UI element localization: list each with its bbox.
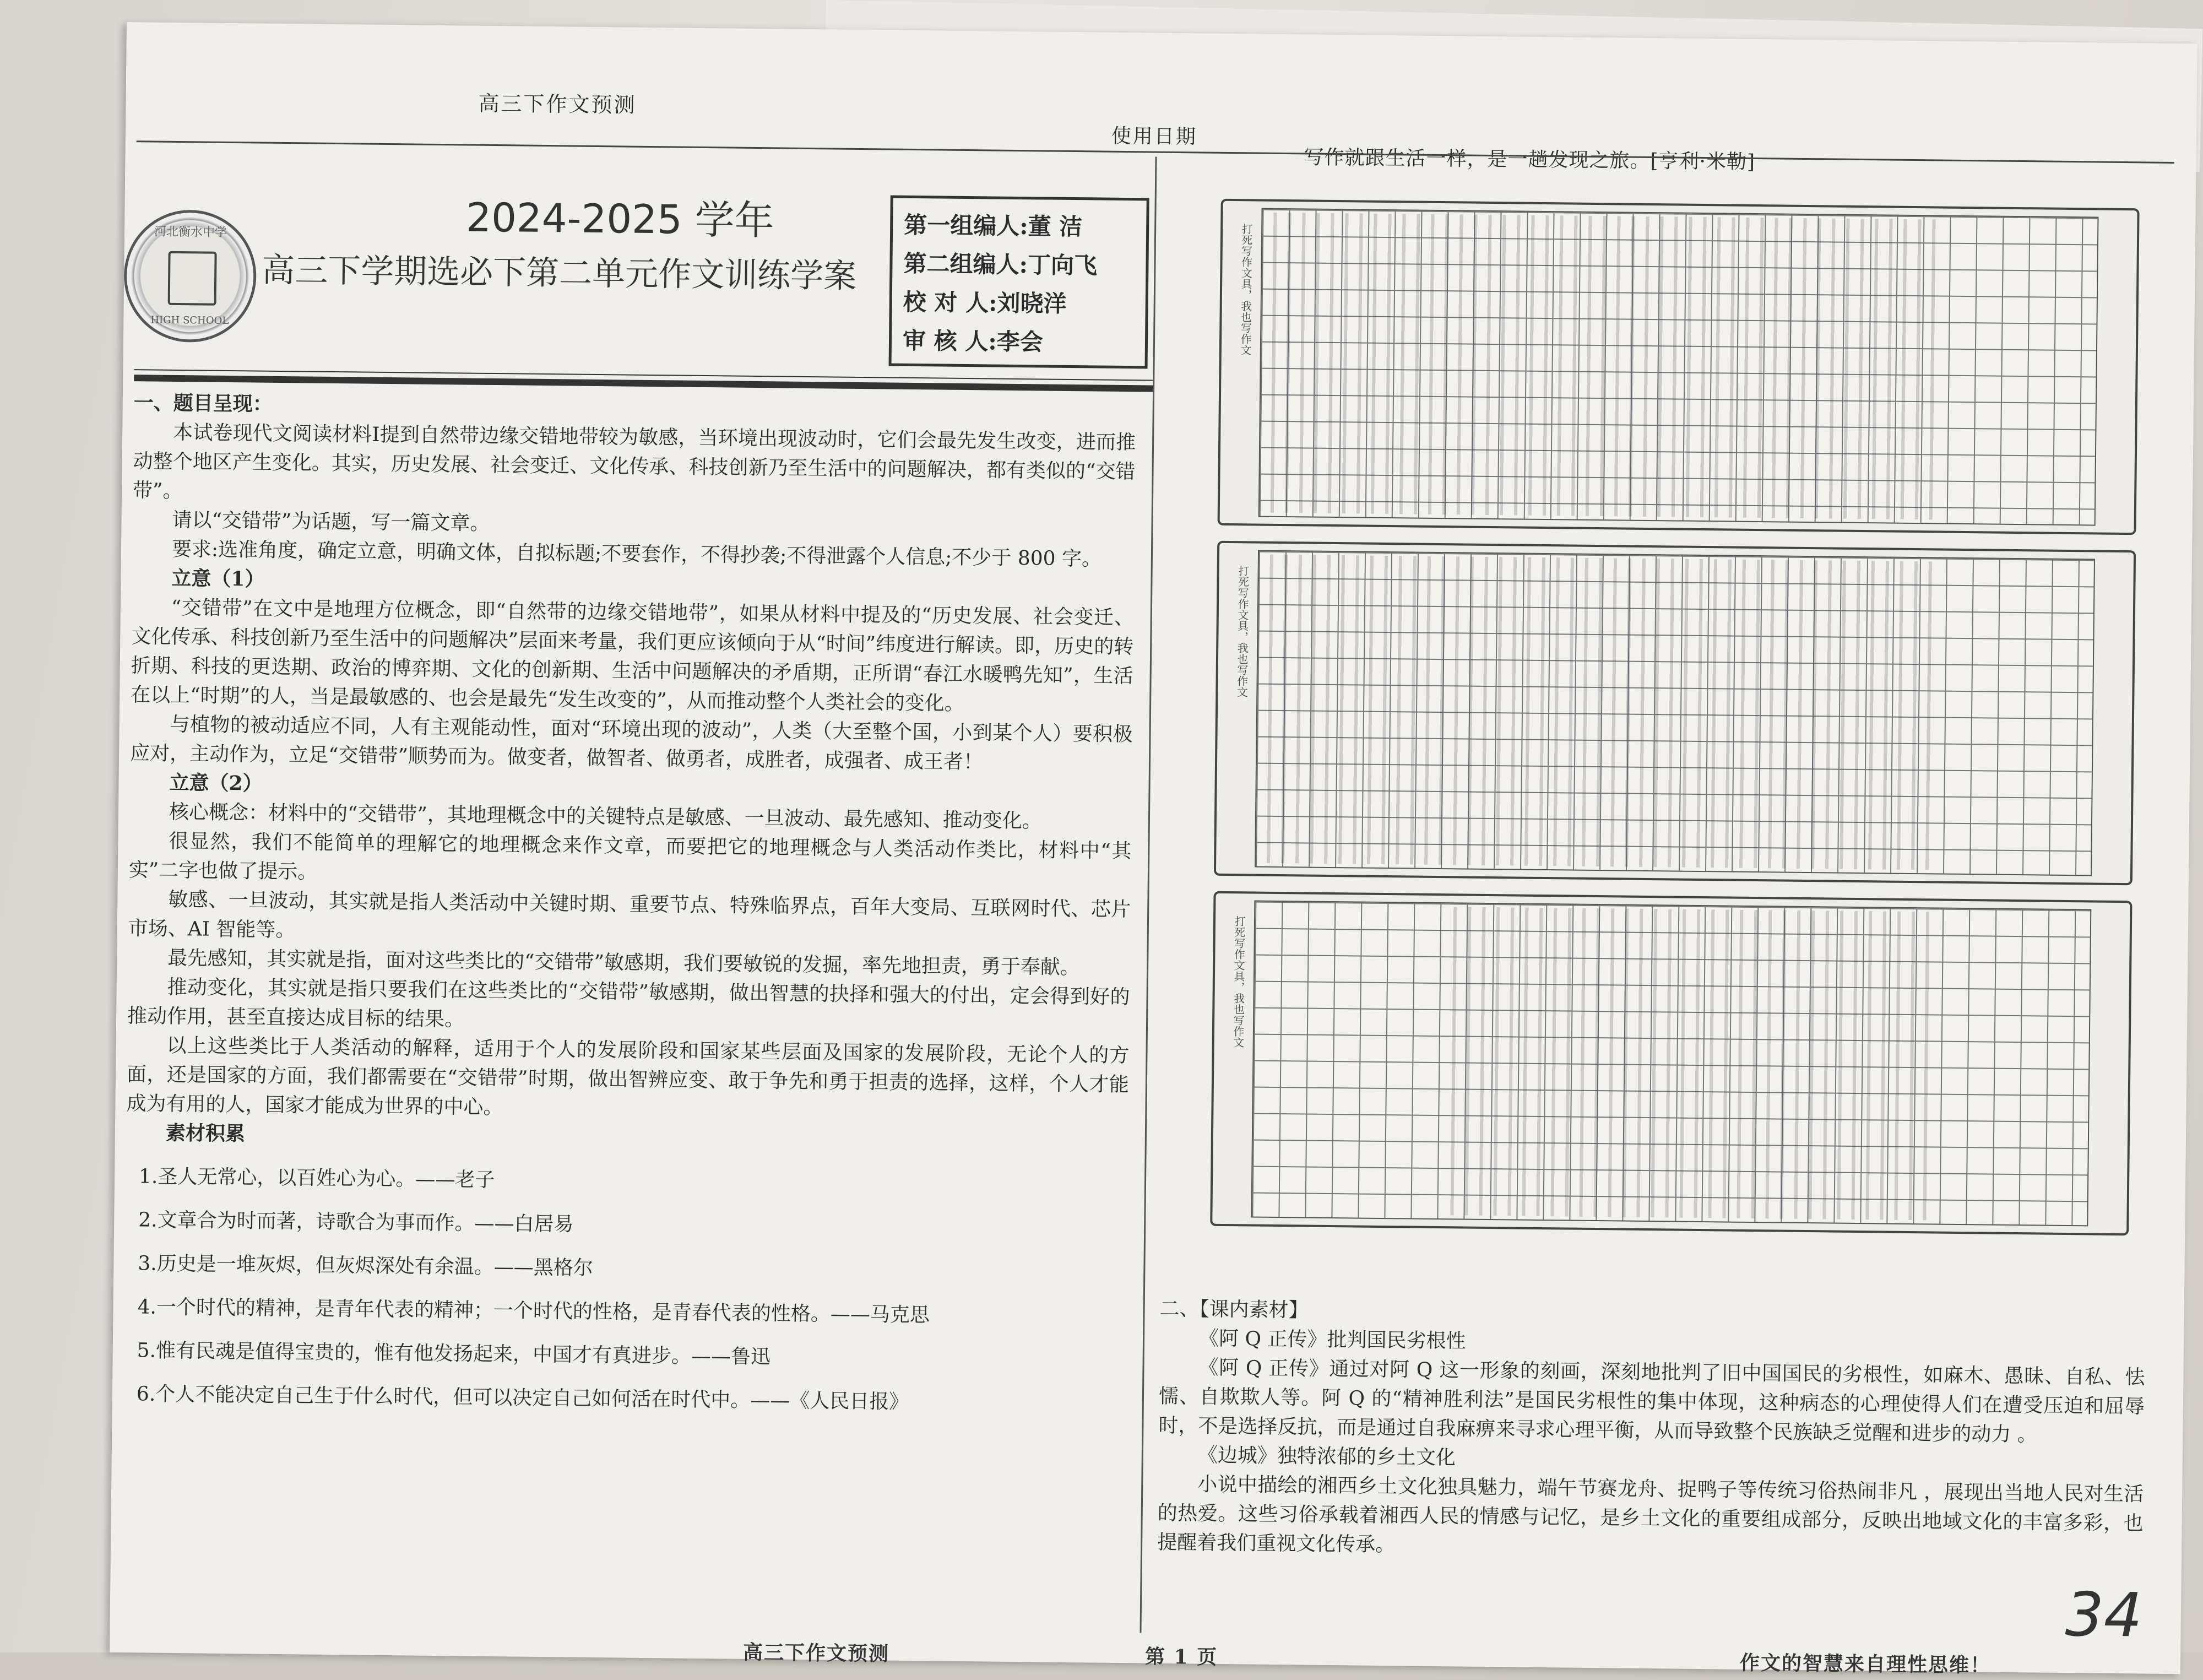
logo-top-text: 河北衡水中学 [154, 225, 227, 240]
paragraph: 最先感知，其实就是指，面对这些类比的“交错带”敏感期，我们要敏锐的发掘，率先地担责，勇于奉献。 [167, 946, 1081, 979]
subheading: 立意（1） [171, 566, 265, 591]
paragraph: 本试卷现代文阅读材料Ⅰ提到自然带边缘交错地带较为敏感，当环境出现波动时，它们会最先发生改变，进而推动整个地区产生变化。其实，历史发展、社会变迁、文化传承、科技创新乃至生活中的问题解决，都有类似的“交错带”。 [132, 421, 1136, 503]
quote-item: 4.一个时代的精神，是青年代表的精神；一个时代的性格，是青春代表的性格。——马克思 [137, 1296, 930, 1327]
editor-line: 校 对 人:刘晓洋 [903, 288, 1067, 317]
paragraph: 推动变化，其实就是指只要我们在这些类比的“交错带”敏感期，做出智慧的抉择和强大的付出，定会得到好的推动作用，甚至直接达成目标的结果。 [127, 976, 1130, 1031]
title-year: 2024-2025 学年 [465, 194, 775, 244]
page-title: 高三下学期选必下第二单元作文训练学案 [261, 251, 857, 296]
sheet-side-note: 打死写作文具，我也写作文 [1238, 223, 1254, 356]
paragraph: 与植物的被动适应不同，人有主观能动性，面对“环境出现的波动”，人类（大至整个国，小到某个人）要积极应对，主动作为，立足“交错带”顺势而为。做变者，做智者、做勇者，成胜者，成强者、成王者！ [129, 713, 1133, 774]
column-divider [1140, 157, 1157, 1633]
paragraph: 《阿 Q 正传》批判国民劣根性 [1198, 1327, 1466, 1353]
paragraph: 核心概念：材料中的“交错带”，其地理概念中的关键特点是敏感、一旦波动、最先感知、推动变化。 [169, 800, 1042, 833]
essay-grid-sheet [1210, 891, 2132, 1235]
editor-line: 第一组编人:董 洁 [903, 211, 1083, 241]
footer-right: 作文的智慧来自理性思维！ [1739, 1651, 1992, 1677]
quote-item: 3.历史是一堆灰烬，但灰烬深处有余温。——黑格尔 [138, 1252, 593, 1280]
paragraph: 《边城》独特浓郁的乡土文化 [1197, 1444, 1456, 1470]
handwriting [1260, 555, 1935, 870]
paragraph: 《阿 Q 正传》通过对阿 Q 这一形象的刻画，深刻地批判了旧中国国民的劣根性，如麻木、愚昧、自私、怯懦、自欺欺人等。阿 Q 的“精神胜利法”是国民劣根性的集中体现，这种病态的心理使得人们在遭受压迫和屈辱时，不是选择反抗，而是通过自我麻痹来寻求心理平衡，从而导致整个民族缺乏觉醒和进步的动力 。 [1158, 1356, 2145, 1446]
paragraph: 请以“交错带”为话题，写一篇文章。 [172, 508, 490, 535]
quote-item: 5.惟有民魂是值得宝贵的，惟有他发扬起来，中国才有真进步。——鲁迅 [137, 1339, 771, 1369]
essay-samples [1210, 199, 2146, 1251]
book-icon [168, 251, 217, 306]
logo-bottom-text: HIGH SCHOOL [150, 314, 229, 327]
paragraph: “交错带”在文中是地理方位概念，即“自然带的边缘交错地带”，如果从材料中提及的“历史发展、社会变迁、文化传承、科技创新乃至生活中的问题解决”层面来考量，我们更应该倾向于从“时间”纬度进行解读。即，历史的转折期、科技的更迭期、政治的博弈期、文化的创新期、生活中问题解决的矛盾期，正所谓“春江水暖鸭先知”，生活在以上“时期”的人，当是最敏感的、也会是最先“发生改变的”，从而推动整个人类社会的变化。 [130, 596, 1134, 715]
essay-grid-sheet [1214, 541, 2136, 885]
paragraph: 要求:选准角度，确定立意，明确文体，自拟标题;不要套作，不得抄袭;不得泄露个人信息;不少于 800 字。 [171, 538, 1102, 571]
header-left: 高三下作文预测 [478, 91, 637, 117]
section-heading: 一、题目呈现： [133, 391, 273, 416]
paragraph: 敏感、一旦波动，其实就是指人类活动中关键时期、重要节点、特殊临界点，百年大变局、互联网时代、芯片市场、AI 智能等。 [128, 888, 1131, 942]
worksheet-page [110, 22, 2197, 1677]
editor-line: 审 核 人:李会 [902, 327, 1044, 356]
left-column-text [123, 388, 1136, 1419]
quote-item: 2.文章合为时而著，诗歌合为事而作。——白居易 [138, 1208, 574, 1236]
school-logo [123, 209, 257, 343]
sheet-side-note: 打死写作文具，我也写作文 [1231, 915, 1246, 1048]
handwriting [1264, 213, 1939, 520]
subheading: 素材积累 [165, 1121, 246, 1146]
editor-line: 第二组编人:丁向飞 [903, 250, 1098, 279]
title-rule-thick [134, 375, 1153, 392]
handwriting [1444, 907, 1931, 1220]
paragraph: 小说中描绘的湘西乡土文化独具魅力，端午节赛龙舟、捉鸭子等传统习俗热闹非凡 ，展现出当地人民对生活的热爱。这些习俗承载着湘西人民的情感与记忆，是乡土文化的重要组成部分，反映出地域文化的丰富多彩，也提醒着我们重视文化传承。 [1157, 1473, 2144, 1557]
paragraph: 以上这些类比于人类活动的解释，适用于个人的发展阶段和国家某些层面及国家的发展阶段，无论个人的方面，还是国家的方面，我们都需要在“交错带”时期，做出智辨应变、敢于争先和勇于担责的选择，这样，个人才能成为有用的人，国家才能成为世界的中心。 [126, 1034, 1130, 1119]
sheet-side-note: 打死写作文具，我也写作文 [1235, 565, 1250, 698]
footer-left: 高三下作文预测 [742, 1640, 890, 1666]
section-heading: 二、【课内素材】 [1159, 1297, 1309, 1322]
essay-grid-sheet [1218, 199, 2140, 535]
editors-box [889, 196, 1149, 369]
header-date-label: 使用日期 [1111, 124, 1198, 149]
right-column-text [1157, 1294, 2146, 1568]
footer-page: 第 1 页 [1144, 1645, 1218, 1669]
quote-item: 6.个人不能决定自己生于什么时代，但可以决定自己如何活在时代中。——《人民日报》 [136, 1383, 909, 1414]
handwritten-page-number: 34 [2065, 1579, 2143, 1651]
header-quote: 写作就跟生活一样，是一趟发现之旅。[亨利·米勒] [1304, 146, 1756, 174]
paragraph: 很显然，我们不能简单的理解它的地理概念来作文章，而要把它的地理概念与人类活动作类比，材料中“其实”二字也做了提示。 [128, 830, 1132, 884]
subheading: 立意（2） [169, 771, 263, 795]
quote-item: 1.圣人无常心，以百姓心为心。——老子 [138, 1165, 495, 1192]
